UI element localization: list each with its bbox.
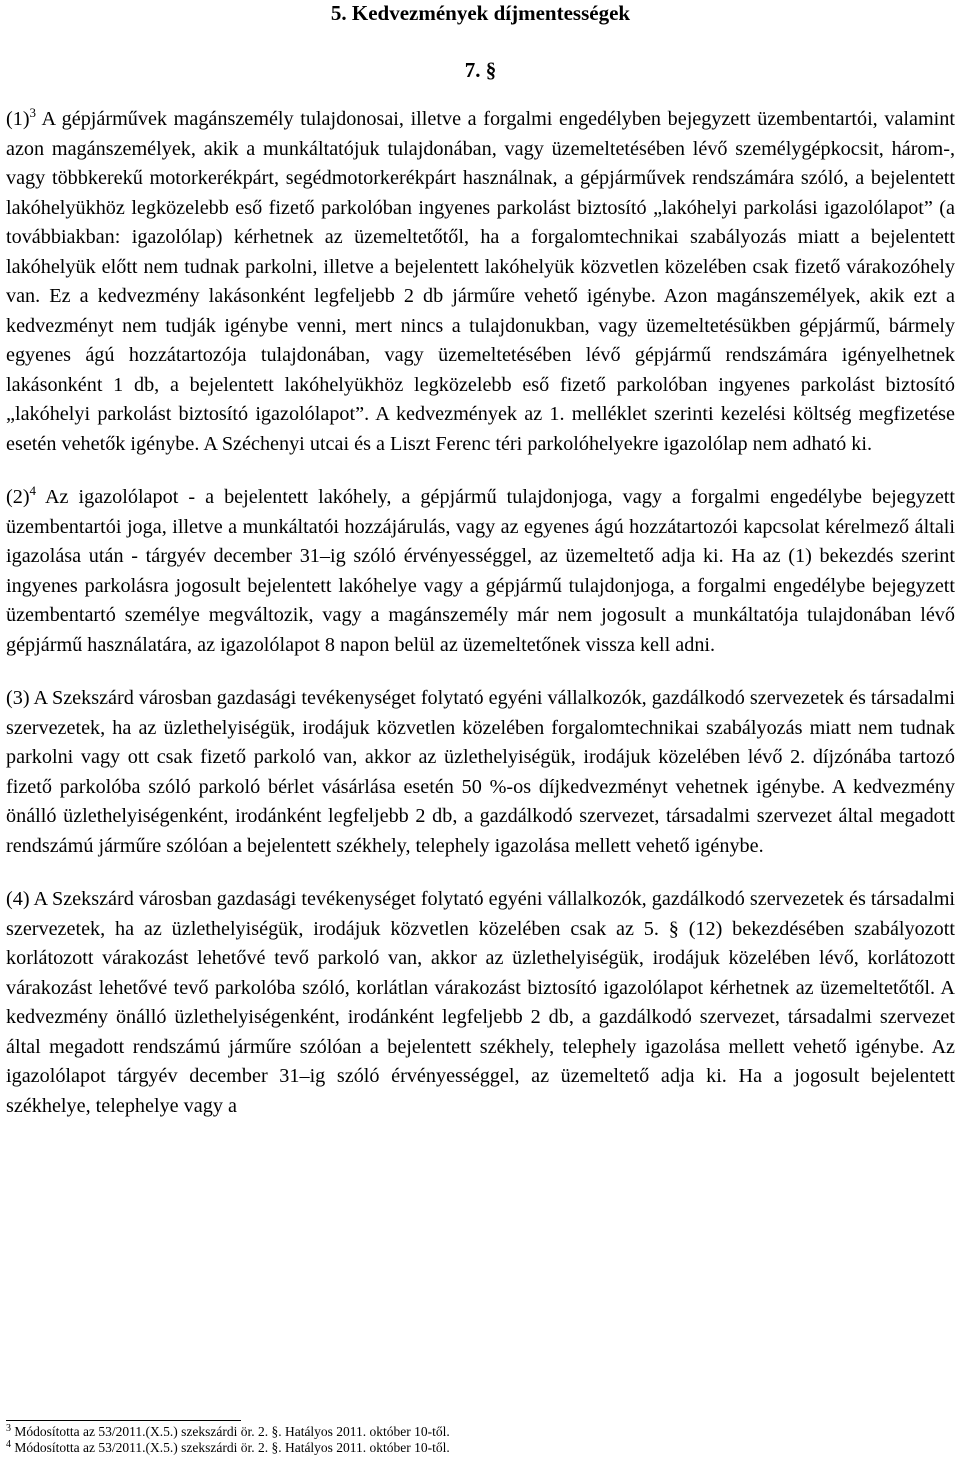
paragraph-4	[6, 885, 955, 1121]
footnote-4-marker: 4	[6, 1439, 11, 1450]
paragraph-4-text: A Szekszárd városban gazdasági tevékenységet folytató egyéni vállalkozók, gazdálkodó szervezetek és társadalmi szervezetek, ha az üzlethelyiségük, irodájuk közvetlen közelében csak az 5. § (12) bekezdésében szabályozott korlátozott várakozást lehetővé tevő parkoló van, akkor az üzlethelyiségük, irodájuk közelében lévő, korlátozott várakozást lehetővé tevő parkolóba szóló, korlátlan várakozást biztosító igazolólapot kérhetnek az üzemeltetőtől. A kedvezmény önálló üzlethelyiségenként, irodánként legfeljebb 2 db, a gazdálkodó szervezet, társadalmi szervezet által megadott rendszámú járműre szólóan a bejelentett székhely, telephely igazolása mellett vehető igénybe. Az igazolólapot tárgyév december 31–ig szóló érvényességgel, az üzemeltető adja ki. Ha a jogosult bejelentett székhelye, telephelye vagy a	[6, 888, 956, 1117]
document-page	[6, 0, 955, 1121]
paragraph-1-prefix: (1)	[6, 108, 30, 130]
footnote-3-text: Módosította az 53/2011.(X.5.) szekszárdi ör. 2. §. Hatályos 2011. október 10-től.	[11, 1424, 450, 1439]
section-title: 5. Kedvezmények díjmentességek	[330, 1, 631, 25]
paragraph-3-text: A Szekszárd városban gazdasági tevékenységet folytató egyéni vállalkozók, gazdálkodó szervezetek és társadalmi szervezetek, ha az üzlethelyiségük, irodájuk közvetlen közelében forgalomtechnikai szabályozás miatt nem tudnak parkolni vagy ott csak fizető parkoló van, akkor az üzlethelyiségük, irodájuk közelében lévő 2. díjzónába tartozó fizető parkolóba szóló parkoló bérlet vásárlása esetén 50 %-os díjkedvezményt vehetnek igénybe. A kedvezmény önálló üzlethelyiségenként, irodánként legfeljebb 2 db, a gazdálkodó szervezet, társadalmi szervezet által megadott rendszámú járműre szólóan a bejelentett székhely, telephely igazolása mellett vehető igénybe.	[6, 687, 956, 857]
paragraph-2	[6, 483, 955, 660]
footnote-4-text: Módosította az 53/2011.(X.5.) szekszárdi ör. 2. §. Hatályos 2011. október 10-től.	[11, 1440, 450, 1455]
footnote-divider	[6, 1420, 241, 1421]
footnote-3-marker: 3	[6, 1423, 11, 1434]
footnotes	[6, 1420, 955, 1456]
footnote-ref-3[interactable]: 3	[29, 105, 37, 120]
footnote-4	[6, 1440, 955, 1456]
paragraph-title: 7. §	[464, 58, 497, 82]
paragraph-1	[6, 105, 955, 459]
paragraph-2-prefix: (2)	[6, 486, 30, 508]
paragraph-1-text: A gépjárművek magánszemély tulajdonosai, illetve a forgalmi engedélyben bejegyzett üzembentartói, valamint azon magánszemélyek, akik a munkáltatójuk tulajdonában, vagy üzemeltetésében lévő személygépkocsit, három-, vagy többkerekű motorkerékpárt, segédmotorkerékpárt használnak, a gépjárművek rendszámára szóló, a bejelentett lakóhelyükhöz legközelebb eső fizető parkolóban ingyenes parkolást biztosító „lakóhelyi parkolási igazolólapot” (a továbbiakban: igazolólap) kérhetnek az üzemeltetőtől, ha a forgalomtechnikai szabályozás miatt a bejelentett lakóhelyük előtt nem tudnak parkolni, illetve a bejelentett lakóhelyük közvetlen közelében csak fizető várakozóhely van. Ez a kedvezmény lakásonként legfeljebb 2 db járműre vehető igénybe. Azon magánszemélyek, akik ezt a kedvezményt nem tudják igénybe venni, mert nincs a tulajdonukban, vagy üzemeltetésükben gépjármű, bármely egyenes ágú hozzátartozója tulajdonában, vagy üzemeltetésében lévő gépjármű rendszámára igényelhetnek lakásonként 1 db, a bejelentett lakóhelyükhöz legközelebb eső fizető parkolóban ingyenes parkolást biztosító „lakóhelyi parkolást biztosító igazolólapot”. A kedvezmények az 1. melléklet szerinti kezelési költség megfizetése esetén vehetők igénybe. A Széchenyi utcai és a Liszt Ferenc téri parkolóhelyekre igazolólap nem adható ki.	[6, 108, 955, 455]
footnote-ref-4[interactable]: 4	[29, 483, 37, 498]
footnote-3	[6, 1424, 955, 1440]
paragraph-3	[6, 684, 955, 861]
paragraph-2-text: Az igazolólapot - a bejelentett lakóhely, a gépjármű tulajdonjoga, vagy a forgalmi engedélybe bejegyzett üzembentartói joga, illetve a munkáltatói hozzájárulás, vagy az egyenes ágú hozzátartozói kapcsolat kérelmező általi igazolása után - tárgyév december 31–ig szóló érvényességgel, az üzemeltető adja ki. Ha az (1) bekezdés szerint ingyenes parkolásra jogosult bejelentett lakóhelye vagy a gépjármű tulajdonjoga, a forgalmi engedélybe bejegyzett üzembentartó személye megváltozik, vagy a magánszemély már nem jogosult a munkáltatója tulajdonában lévő gépjármű használatára, az igazolólapot 8 napon belül az üzemeltetőnek vissza kell adni.	[6, 486, 955, 656]
paragraph-4-prefix: (4)	[6, 888, 30, 910]
paragraph-3-prefix: (3)	[6, 687, 30, 709]
